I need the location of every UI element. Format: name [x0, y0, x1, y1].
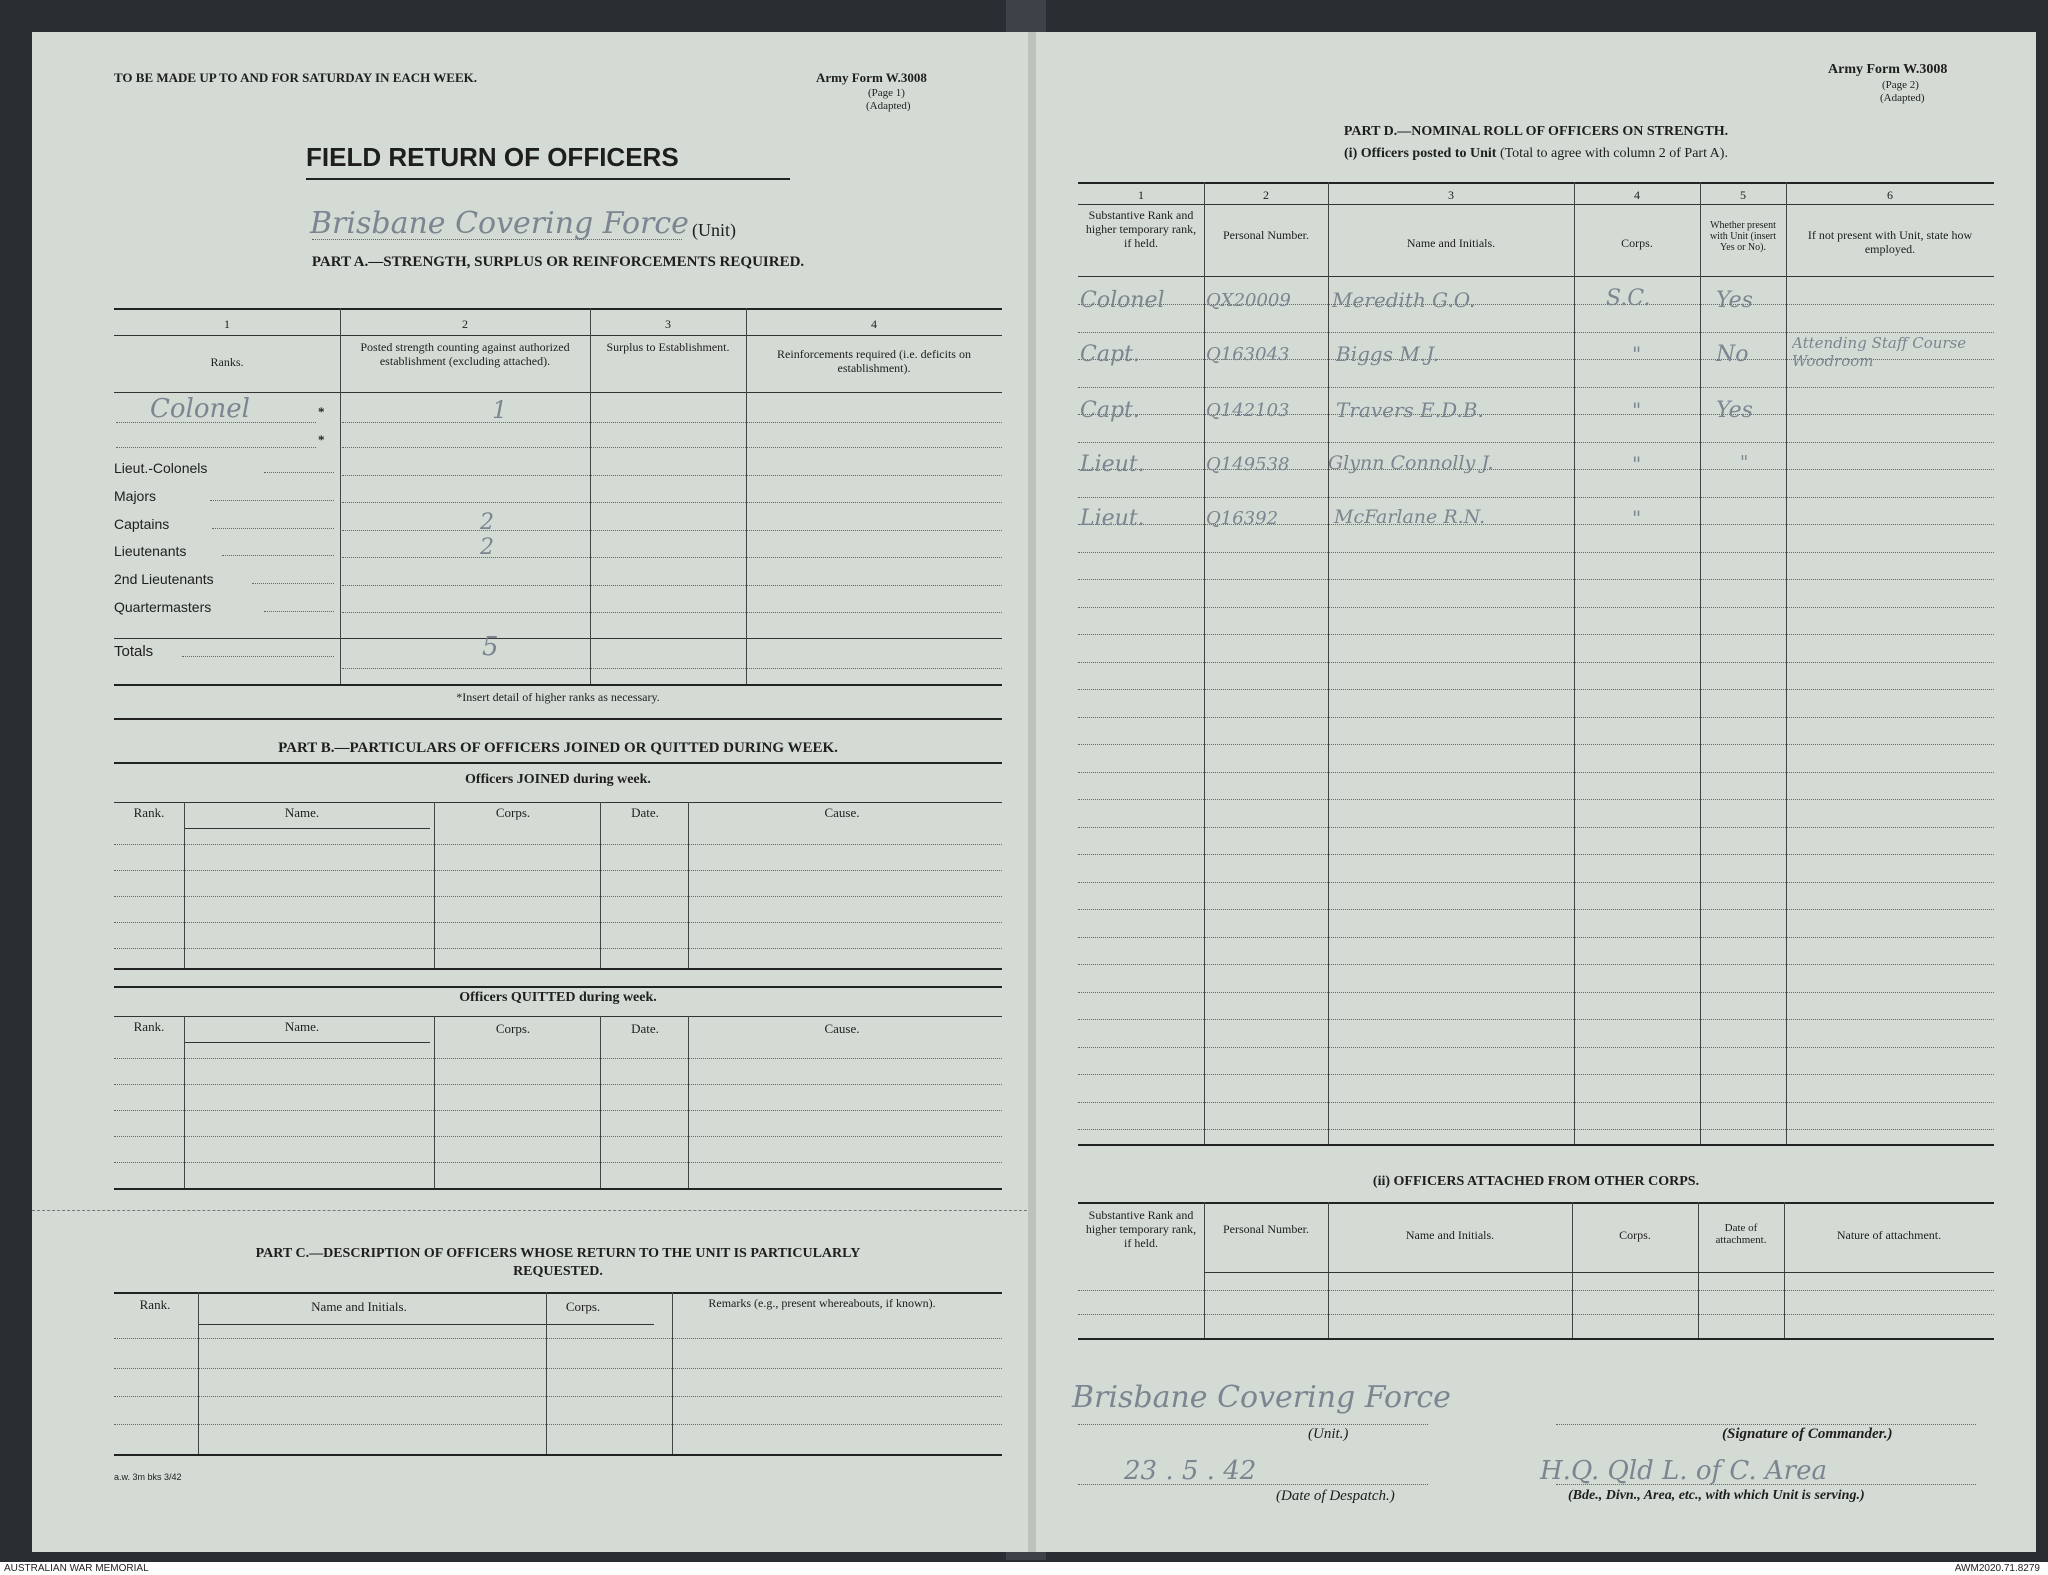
joined-row-rule	[114, 948, 1002, 949]
attached-col-divider	[1784, 1202, 1785, 1338]
col-head: Corps.	[495, 805, 531, 820]
quitted-row-rule	[114, 1110, 1002, 1111]
despatch-label: (Date of Despatch.)	[1276, 1488, 1395, 1504]
col-head-reinforcements: Reinforcements required (i.e. deficits on establishment).	[777, 347, 971, 375]
roll-row-rule	[1078, 744, 1994, 745]
part-d-subtitle-rest: (Total to agree with column 2 of Part A).	[1499, 146, 1728, 161]
officer-corps: "	[1632, 398, 1642, 422]
col-head-name: Name and Initials.	[1406, 236, 1496, 250]
officer-name: Biggs M.J.	[1336, 342, 1439, 366]
col-head: Rank.	[133, 1019, 165, 1034]
leader-dots	[264, 472, 334, 473]
unit-line	[1078, 1424, 1428, 1425]
officer-rank: Lieut.	[1080, 506, 1145, 531]
row-rule	[342, 668, 1002, 669]
attached-header-rule	[1204, 1272, 1994, 1273]
part-c-col-divider	[198, 1292, 199, 1454]
col-head-surplus: Surplus to Establishment.	[606, 340, 730, 354]
page-number: (Page 1)	[868, 87, 905, 99]
adapted-note: (Adapted)	[866, 100, 911, 112]
roll-row-rule	[1078, 332, 1994, 333]
quitted-row-rule	[114, 1162, 1002, 1163]
col-number: 1	[224, 317, 230, 331]
despatch-date-handwritten: 23 . 5 . 42	[1124, 1456, 1257, 1486]
part-c-row-rule	[114, 1368, 1002, 1369]
officer-number: QX20009	[1206, 290, 1291, 311]
col-head: Cause.	[824, 805, 860, 820]
row-rule	[342, 585, 1002, 586]
officer-corps: S.C.	[1606, 286, 1651, 311]
row-rule	[342, 447, 1002, 448]
joined-col-divider	[688, 802, 689, 968]
roll-row-rule	[1078, 689, 1994, 690]
adapted-note: (Adapted)	[1880, 92, 1925, 104]
part-b-top-rule	[114, 762, 1002, 764]
part-a-number-rule	[114, 335, 1002, 336]
part-d-number-rule	[1078, 204, 1994, 205]
roll-row-rule	[1078, 717, 1994, 718]
col-number: 4	[871, 317, 877, 331]
part-c-col-divider	[546, 1292, 547, 1454]
roll-row-rule	[1078, 1074, 1994, 1075]
col-head-name: Name and Initials.	[1405, 1228, 1495, 1242]
roll-row-rule	[1078, 799, 1994, 800]
col-head-rank: Substantive Rank and higher temporary rank, if held.	[1085, 208, 1197, 250]
col-number: 3	[665, 317, 671, 331]
area-handwritten: H.Q. Qld L. of C. Area	[1540, 1456, 1827, 1486]
joined-title: Officers JOINED during week.	[465, 772, 651, 787]
archive-accession: AWM2020.71.8279	[1954, 1563, 2040, 1574]
col-number: 6	[1887, 188, 1893, 202]
row-rule	[342, 612, 1002, 613]
joined-row-rule	[114, 896, 1002, 897]
col-head: Name.	[284, 805, 320, 820]
roll-row-rule	[1078, 854, 1994, 855]
page-number: (Page 2)	[1882, 79, 1919, 91]
roll-row-rule	[1078, 497, 1994, 498]
row-rule	[116, 422, 316, 423]
part-a-col-divider	[746, 308, 747, 684]
joined-col-divider	[434, 802, 435, 968]
roll-row-rule	[1078, 634, 1994, 635]
officer-rank: Lieut.	[1080, 452, 1145, 477]
officer-employed: Attending Staff Course Woodroom	[1792, 334, 1967, 370]
area-label: (Bde., Divn., Area, etc., with which Unit is serving.)	[1568, 1488, 1865, 1503]
perforation-line	[32, 1210, 1032, 1211]
officer-rank: Capt.	[1080, 342, 1140, 367]
archive-footer	[0, 1562, 2048, 1575]
col-head: Date.	[631, 1021, 659, 1036]
officer-number: Q163043	[1206, 344, 1290, 365]
unit-name-handwritten: Brisbane Covering Force	[310, 206, 689, 241]
signature-line	[1556, 1424, 1976, 1425]
col-head-corps: Corps.	[1621, 236, 1653, 250]
quitted-row-rule	[184, 1042, 430, 1043]
part-d-top-rule	[1078, 182, 1994, 184]
col-head-nature: Nature of attachment.	[1836, 1228, 1942, 1242]
col-head-posted: Posted strength counting against authorized establishment (excluding attached).	[360, 340, 570, 368]
col-head: Cause.	[824, 1021, 860, 1036]
part-c-bottom-rule	[114, 1454, 1002, 1456]
officer-rank: Capt.	[1080, 398, 1140, 423]
attached-title: (ii) OFFICERS ATTACHED FROM OTHER CORPS.	[1372, 1174, 1700, 1189]
part-a-title: PART A.—STRENGTH, SURPLUS OR REINFORCEMENTS REQUIRED.	[311, 254, 805, 270]
joined-row-rule	[114, 844, 1002, 845]
rank-label: Majors	[114, 488, 157, 504]
rank-label: Captains	[114, 516, 170, 532]
joined-bottom-rule	[114, 968, 1002, 970]
attached-col-divider	[1698, 1202, 1699, 1338]
quitted-bottom-rule	[114, 1188, 1002, 1190]
roll-row-rule	[1078, 909, 1994, 910]
unit-label: (Unit.)	[1308, 1426, 1349, 1442]
part-c-row-rule	[114, 1424, 1002, 1425]
roll-row-rule	[1078, 387, 1994, 388]
row-rule	[116, 447, 316, 448]
roll-row-rule	[1078, 964, 1994, 965]
posted-value-handwritten: 1	[492, 396, 508, 424]
officer-name: Travers E.D.B.	[1336, 398, 1484, 422]
roll-row-rule	[1078, 772, 1994, 773]
officer-corps: "	[1632, 452, 1642, 476]
totals-value-handwritten: 5	[482, 632, 499, 662]
col-head: Date.	[631, 805, 659, 820]
part-a-footnote: *Insert detail of higher ranks as necessary.	[456, 690, 660, 704]
col-head: Corps.	[495, 1021, 531, 1036]
despatch-line	[1078, 1484, 1428, 1485]
col-head-corps: Corps.	[1619, 1228, 1651, 1242]
part-a-top-rule	[114, 308, 1002, 310]
part-a-header-rule	[114, 392, 1002, 393]
col-number: 3	[1448, 188, 1454, 202]
leader-dots	[252, 583, 334, 584]
part-d-col-divider	[1700, 182, 1701, 1144]
form-page-2	[1036, 32, 2036, 1552]
col-head: Name.	[284, 1019, 320, 1034]
attached-row-rule	[1078, 1314, 1994, 1315]
roll-row-rule	[1078, 882, 1994, 883]
area-line	[1556, 1484, 1976, 1485]
officer-number: Q16392	[1206, 508, 1279, 529]
officer-present: Yes	[1716, 398, 1753, 423]
quitted-col-divider	[434, 1016, 435, 1188]
unit-label: (Unit)	[692, 220, 736, 240]
archive-name: AUSTRALIAN WAR MEMORIAL	[4, 1563, 149, 1574]
attached-col-divider	[1328, 1202, 1329, 1338]
part-d-col-divider	[1574, 182, 1575, 1144]
quitted-header-rule	[114, 1016, 1002, 1017]
weekly-instruction: TO BE MADE UP TO AND FOR SATURDAY IN EACH WEEK.	[114, 70, 477, 85]
binding-tape-top	[1006, 0, 1046, 34]
roll-row-rule	[1078, 662, 1994, 663]
attached-row-rule	[1078, 1290, 1994, 1291]
col-head: Remarks (e.g., present whereabouts, if known).	[708, 1296, 936, 1310]
col-head-present: Whether present with Unit (insert Yes or No).	[1709, 220, 1777, 253]
roll-row-rule	[1078, 1047, 1994, 1048]
part-c-row-rule	[198, 1324, 654, 1325]
col-head-number: Personal Number.	[1223, 228, 1309, 242]
rank-label: Quartermasters	[114, 599, 212, 615]
joined-row-rule	[114, 870, 1002, 871]
col-head-number: Personal Number.	[1223, 1222, 1309, 1236]
rank-label: Lieut.-Colonels	[114, 460, 208, 476]
col-head: Corps.	[565, 1299, 601, 1314]
roll-row-rule	[1078, 1019, 1994, 1020]
form-number: Army Form W.3008	[1828, 62, 1948, 77]
quitted-row-rule	[114, 1084, 1002, 1085]
form-number: Army Form W.3008	[816, 70, 927, 85]
part-c-title-line-2: REQUESTED.	[513, 1264, 603, 1279]
roll-row-rule	[1078, 827, 1994, 828]
leader-dots	[222, 555, 334, 556]
rank-asterisk: *	[318, 432, 325, 447]
part-a-totals-rule	[114, 638, 1002, 639]
roll-row-rule	[1078, 1129, 1994, 1130]
quitted-title: Officers QUITTED during week.	[459, 990, 657, 1005]
roll-row-rule	[1078, 442, 1994, 443]
part-a-footnote-rule	[114, 718, 1002, 720]
row-rule	[342, 475, 1002, 476]
part-c-row-rule	[114, 1396, 1002, 1397]
joined-row-rule	[114, 922, 1002, 923]
print-code: a.w. 3m bks 3/42	[114, 1472, 182, 1482]
roll-row-rule	[1078, 1102, 1994, 1103]
unit-name-handwritten: Brisbane Covering Force	[1072, 1380, 1451, 1415]
part-d-col-divider	[1204, 182, 1205, 1144]
col-head-employed: If not present with Unit, state how employed.	[1807, 228, 1973, 256]
rank-label: 2nd Lieutenants	[114, 571, 214, 587]
part-d-bottom-rule	[1078, 1144, 1994, 1146]
row-rule	[342, 530, 1002, 531]
col-head-date: Date of attachment.	[1715, 1222, 1767, 1246]
joined-row-rule	[184, 828, 430, 829]
row-rule	[342, 502, 1002, 503]
quitted-col-divider	[688, 1016, 689, 1188]
part-d-subtitle-bold: (i) Officers posted to Unit	[1344, 146, 1497, 161]
quitted-col-divider	[600, 1016, 601, 1188]
col-head: Rank.	[139, 1297, 171, 1312]
part-d-header-rule	[1078, 276, 1994, 277]
binding-tape-bottom	[1006, 1552, 1046, 1560]
rank-asterisk: *	[318, 404, 325, 419]
col-number: 5	[1740, 188, 1746, 202]
totals-label: Totals	[114, 643, 154, 660]
officer-number: Q149538	[1206, 454, 1290, 475]
roll-row-rule	[1078, 607, 1994, 608]
leader-dots	[212, 528, 334, 529]
col-head-rank: Substantive Rank and higher temporary rank, if held.	[1085, 1208, 1197, 1250]
part-c-title-line-1: PART C.—DESCRIPTION OF OFFICERS WHOSE RETURN TO THE UNIT IS PARTICULARLY	[255, 1246, 861, 1261]
col-number: 2	[1263, 188, 1269, 202]
part-c-col-divider	[672, 1292, 673, 1454]
quitted-top-rule	[114, 986, 1002, 988]
row-rule	[342, 557, 1002, 558]
form-page-1	[32, 32, 1032, 1552]
unit-line	[312, 239, 682, 240]
attached-top-rule	[1078, 1202, 1994, 1204]
officer-name: Meredith G.O.	[1332, 288, 1476, 312]
part-d-subtitle	[1076, 146, 1996, 162]
quitted-row-rule	[114, 1136, 1002, 1137]
col-head-ranks: Ranks.	[210, 355, 244, 369]
part-d-title-text: PART D.—NOMINAL ROLL OF OFFICERS ON STRENGTH.	[1343, 124, 1729, 139]
leader-dots	[264, 611, 334, 612]
part-d-title	[1076, 124, 1996, 140]
quitted-row-rule	[114, 1058, 1002, 1059]
joined-col-divider	[184, 802, 185, 968]
rank-label: Lieutenants	[114, 543, 187, 559]
leader-dots	[210, 500, 334, 501]
officer-present: No	[1716, 342, 1749, 367]
signature-label: (Signature of Commander.)	[1722, 1426, 1893, 1442]
joined-col-divider	[600, 802, 601, 968]
roll-row-rule	[1078, 937, 1994, 938]
rank-value-handwritten: Colonel	[150, 394, 250, 424]
quitted-col-divider	[184, 1016, 185, 1188]
officer-number: Q142103	[1206, 400, 1290, 421]
attached-col-divider	[1572, 1202, 1573, 1338]
officer-rank: Colonel	[1080, 288, 1165, 313]
posted-value-handwritten: 2	[480, 510, 494, 535]
col-head: Name and Initials.	[311, 1299, 407, 1314]
officer-corps: "	[1632, 506, 1642, 530]
part-a-col-divider	[590, 308, 591, 684]
part-a-col-divider	[340, 308, 341, 684]
roll-row-rule	[1078, 552, 1994, 553]
officer-corps: "	[1632, 342, 1642, 366]
form-title: FIELD RETURN OF OFFICERS	[306, 142, 679, 172]
part-a-bottom-rule	[114, 684, 1002, 686]
col-number: 4	[1634, 188, 1640, 202]
leader-dots	[182, 656, 334, 657]
officer-name: Glynn Connolly J.	[1328, 452, 1494, 474]
officer-present: "	[1740, 452, 1749, 473]
title-underline	[306, 178, 790, 180]
part-d-col-divider	[1328, 182, 1329, 1144]
attached-col-divider	[1204, 1202, 1205, 1338]
part-d-col-divider	[1786, 182, 1787, 1144]
officer-name: McFarlane R.N.	[1334, 506, 1486, 528]
part-c-row-rule	[114, 1338, 1002, 1339]
posted-value-handwritten: 2	[480, 535, 494, 560]
col-head: Rank.	[133, 805, 165, 820]
attached-bottom-rule	[1078, 1338, 1994, 1340]
officer-present: Yes	[1716, 288, 1753, 313]
roll-row-rule	[1078, 579, 1994, 580]
part-b-title: PART B.—PARTICULARS OF OFFICERS JOINED OR QUITTED DURING WEEK.	[278, 740, 838, 756]
joined-header-rule	[114, 802, 1002, 803]
col-number: 2	[462, 317, 468, 331]
row-rule	[342, 422, 1002, 423]
part-c-top-rule	[114, 1292, 1002, 1294]
col-number: 1	[1138, 188, 1144, 202]
roll-row-rule	[1078, 992, 1994, 993]
